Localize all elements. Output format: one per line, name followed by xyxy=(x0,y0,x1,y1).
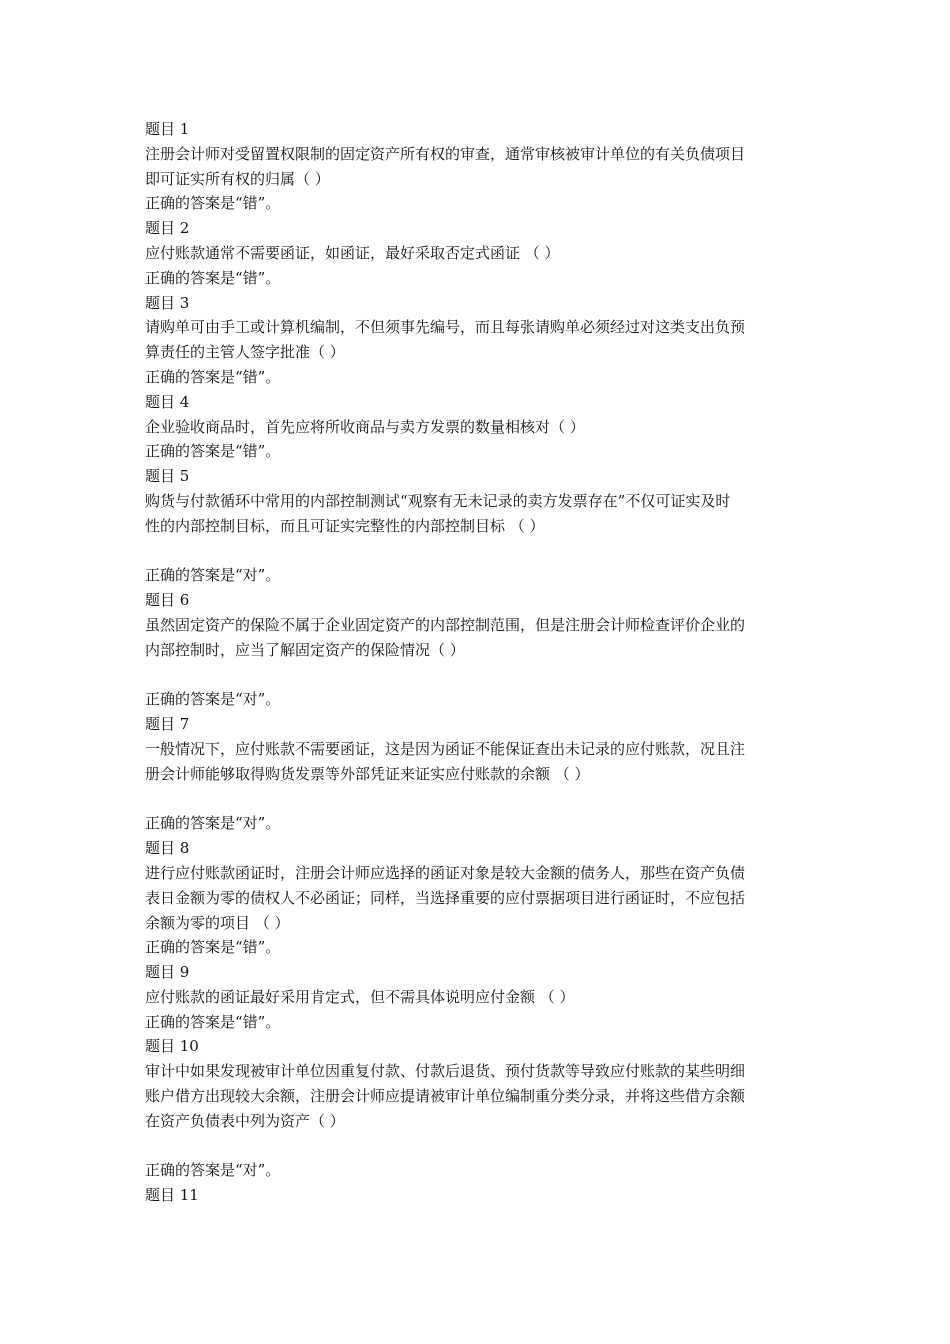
question-block xyxy=(145,588,815,712)
answer-line: 正确的答案是“错”。 xyxy=(145,1012,281,1031)
question-text-line: 一般情况下，应付账款不需要函证，这是因为函证不能保证查出未记录的应付账款，况且注 xyxy=(145,739,746,758)
question-block xyxy=(145,390,815,464)
question-text-line: 审计中如果发现被审计单位因重复付款、付款后退货、预付货款等导致应付账款的某些明细 xyxy=(145,1062,746,1081)
question-label: 题目 6 xyxy=(145,591,190,610)
blank-line xyxy=(145,1134,815,1159)
question-block xyxy=(145,712,815,836)
question-block xyxy=(145,960,815,1034)
question-label: 题目 2 xyxy=(145,219,190,238)
answer-line: 正确的答案是“对”。 xyxy=(145,566,281,585)
question-text-line: 表日金额为零的债权人不必函证；同样，当选择重要的应付票据项目进行函证时，不应包括 xyxy=(145,888,746,907)
answer-line: 正确的答案是“错”。 xyxy=(145,367,281,386)
question-label: 题目 4 xyxy=(145,392,190,411)
question-label: 题目 1 xyxy=(145,120,190,138)
question-text-line: 账户借方出现较大余额，注册会计师应提请被审计单位编制重分类分录，并将这些借方余额 xyxy=(145,1087,746,1106)
answer-line: 正确的答案是“错”。 xyxy=(145,442,281,461)
question-label: 题目 8 xyxy=(145,839,190,858)
question-text-line: 应付账款通常不需要函证，如函证，最好采取否定式函证 （ ） xyxy=(145,243,560,262)
question-label: 题目 5 xyxy=(145,467,190,486)
question-block xyxy=(145,1034,815,1183)
question-text-line: 虽然固定资产的保险不属于企业固定资产的内部控制范围，但是注册会计师检查评价企业的 xyxy=(145,615,746,634)
question-text-line: 请购单可由手工或计算机编制，不但须事先编号，而且每张请购单必须经过对这类支出负预 xyxy=(145,318,746,337)
question-label: 题目 9 xyxy=(145,963,190,982)
question-text-line: 册会计师能够取得购货发票等外部凭证来证实应付账款的余额 （ ） xyxy=(145,764,590,783)
question-block xyxy=(145,836,815,960)
document-body xyxy=(145,117,815,1208)
question-text-line: 购货与付款循环中常用的内部控制测试“观察有无未记录的卖方发票存在”不仅可证实及时 xyxy=(145,491,731,510)
question-block xyxy=(145,1183,815,1208)
answer-line: 正确的答案是“错”。 xyxy=(145,938,281,957)
answer-line: 正确的答案是“对”。 xyxy=(145,814,281,833)
answer-line: 正确的答案是“对”。 xyxy=(145,1161,281,1180)
question-label: 题目 3 xyxy=(145,293,190,312)
question-text-line: 余额为零的项目 （ ） xyxy=(145,913,290,932)
question-text-line: 应付账款的函证最好采用肯定式，但不需具体说明应付金额 （ ） xyxy=(145,987,575,1006)
question-label: 题目 10 xyxy=(145,1037,199,1056)
question-label: 题目 7 xyxy=(145,715,190,734)
question-block xyxy=(145,216,815,290)
question-text-line: 性的内部控制目标，而且可证实完整性的内部控制目标 （ ） xyxy=(145,516,545,535)
question-text-line: 算责任的主管人签字批准（ ） xyxy=(145,343,345,362)
answer-line: 正确的答案是“错”。 xyxy=(145,268,281,287)
blank-line xyxy=(145,787,815,812)
question-text-line: 进行应付账款函证时，注册会计师应选择的函证对象是较大金额的债务人，那些在资产负债 xyxy=(145,863,746,882)
question-block xyxy=(145,464,815,588)
blank-line xyxy=(145,539,815,564)
question-text-line: 企业验收商品时，首先应将所收商品与卖方发票的数量相核对（ ） xyxy=(145,417,585,436)
question-block xyxy=(145,117,815,216)
blank-line xyxy=(145,663,815,688)
answer-line: 正确的答案是“错”。 xyxy=(145,194,281,213)
question-text-line: 内部控制时，应当了解固定资产的保险情况（ ） xyxy=(145,640,465,659)
question-block xyxy=(145,291,815,390)
question-text-line: 在资产负债表中列为资产（ ） xyxy=(145,1111,345,1130)
answer-line: 正确的答案是“对”。 xyxy=(145,690,281,709)
question-text-line: 注册会计师对受留置权限制的固定资产所有权的审查，通常审核被审计单位的有关负债项目 xyxy=(145,144,746,163)
question-text-line: 即可证实所有权的归属（ ） xyxy=(145,169,330,188)
question-label: 题目 11 xyxy=(145,1186,199,1205)
